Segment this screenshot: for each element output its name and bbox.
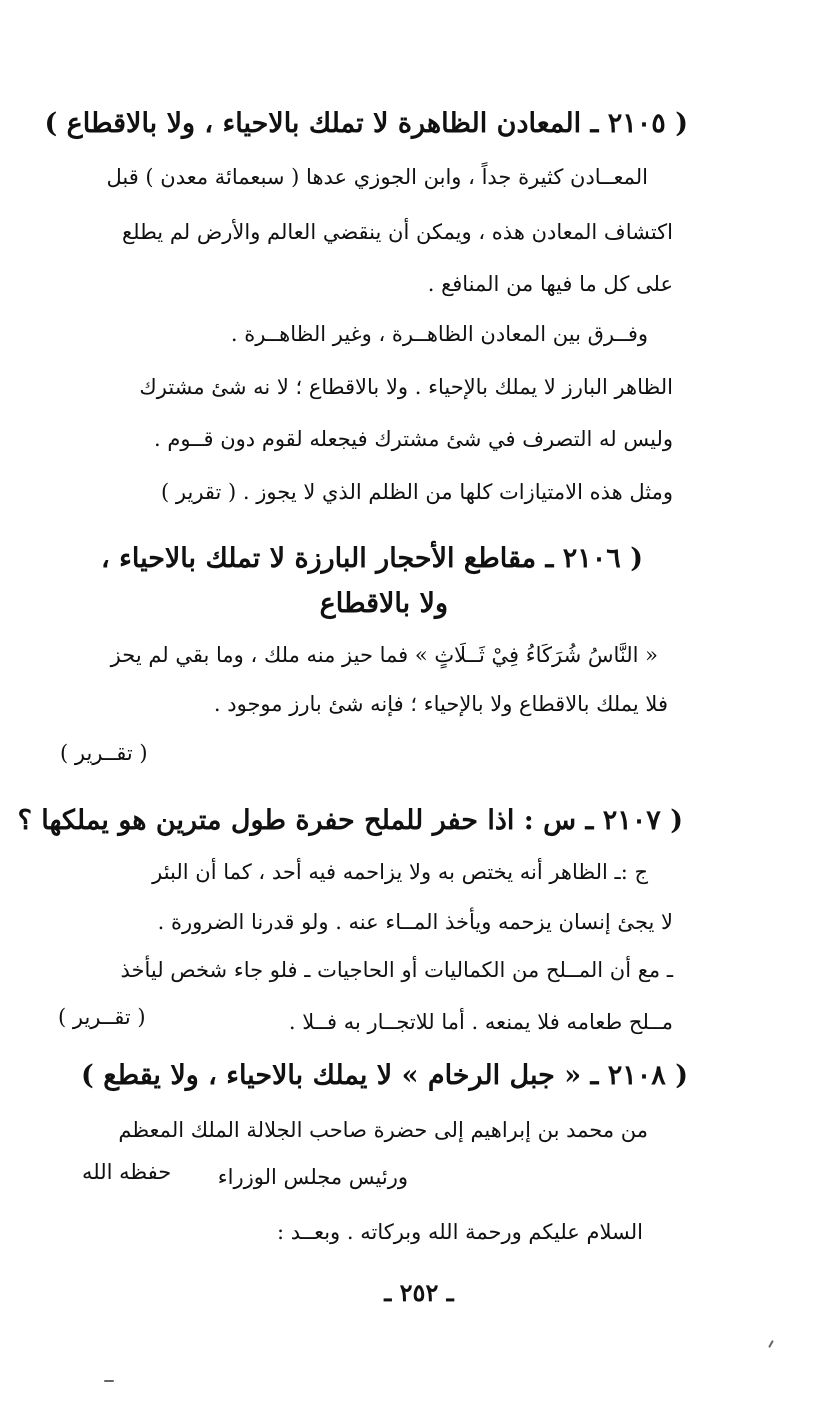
heading-2108: ( ٢١٠٨ ـ « جبل الرخام » لا يملك بالاحياء ، ولا يقطع ): [81, 1060, 688, 1091]
letter-line: السلام عليكم ورحمة الله وبركاته . وبعــد :: [277, 1220, 643, 1244]
heading-2106-line1: ( ٢١٠٦ ـ مقاطع الأحجار البارزة لا تملك بالاحياء ،: [101, 543, 643, 574]
paragraph-line: ج :ـ الظاهر أنه يختص به ولا يزاحمه فيه أحد ، كما أن البئر: [152, 860, 648, 884]
paragraph-line: وليس له التصرف في شئ مشترك فيجعله لقوم دون قــوم .: [154, 427, 673, 451]
heading-2107: ( ٢١٠٧ ـ س : اذا حفر للملح حفرة طول مترين هو يملكها ؟: [17, 805, 683, 836]
attribution-label: ( تقــرير ): [60, 741, 148, 765]
paragraph-line: الظاهر البارز لا يملك بالإحياء . ولا بالاقطاع ؛ لا نه شئ مشترك: [139, 375, 673, 399]
heading-2105: ( ٢١٠٥ ـ المعادن الظاهرة لا تملك بالاحياء ، ولا بالاقطاع ): [44, 108, 688, 139]
paragraph-line: فلا يملك بالاقطاع ولا بالإحياء ؛ فإنه شئ بارز موجود .: [213, 692, 668, 716]
scan-speck: [768, 1340, 774, 1348]
paragraph-line: ـ مع أن المــلح من الكماليات أو الحاجيات ـ فلو جاء شخص ليأخذ: [120, 958, 673, 982]
scan-speck: [104, 1380, 114, 1382]
paragraph-line: المعــادن كثيرة جداً ، وابن الجوزي عدها ( سبعمائة معدن ) قبل: [106, 165, 648, 189]
paragraph-line: « النَّاسُ شُرَكَاءُ فِيْ ثَــلَاثٍ » فما حيز منه ملك ، وما بقي لم يحز: [110, 643, 658, 667]
paragraph-line: لا يجئ إنسان يزحمه ويأخذ المــاء عنه . ولو قدرنا الضرورة .: [157, 910, 673, 934]
paragraph-line: اكتشاف المعادن هذه ، ويمكن أن ينقضي العالم والأرض لم يطلع: [121, 220, 673, 244]
heading-2106-line2: ولا بالاقطاع: [319, 588, 448, 619]
letter-line: ورئيس مجلس الوزراء: [217, 1165, 408, 1189]
attribution-label: ( تقــرير ): [58, 1005, 146, 1029]
paragraph-line: وفــرق بين المعادن الظاهــرة ، وغير الظاهــرة .: [230, 322, 648, 346]
letter-line: من محمد بن إبراهيم إلى حضرة صاحب الجلالة الملك المعظم: [118, 1118, 648, 1142]
letter-line: حفظه الله: [82, 1160, 172, 1184]
paragraph-line: على كل ما فيها من المنافع .: [427, 272, 673, 296]
paragraph-line: ومثل هذه الامتيازات كلها من الظلم الذي لا يجوز . ( تقرير ): [161, 480, 673, 504]
page-number: ـ ٢٥٢ ـ: [384, 1278, 454, 1307]
paragraph-line: مــلح طعامه فلا يمنعه . أما للاتجــار به فــلا .: [288, 1010, 673, 1034]
